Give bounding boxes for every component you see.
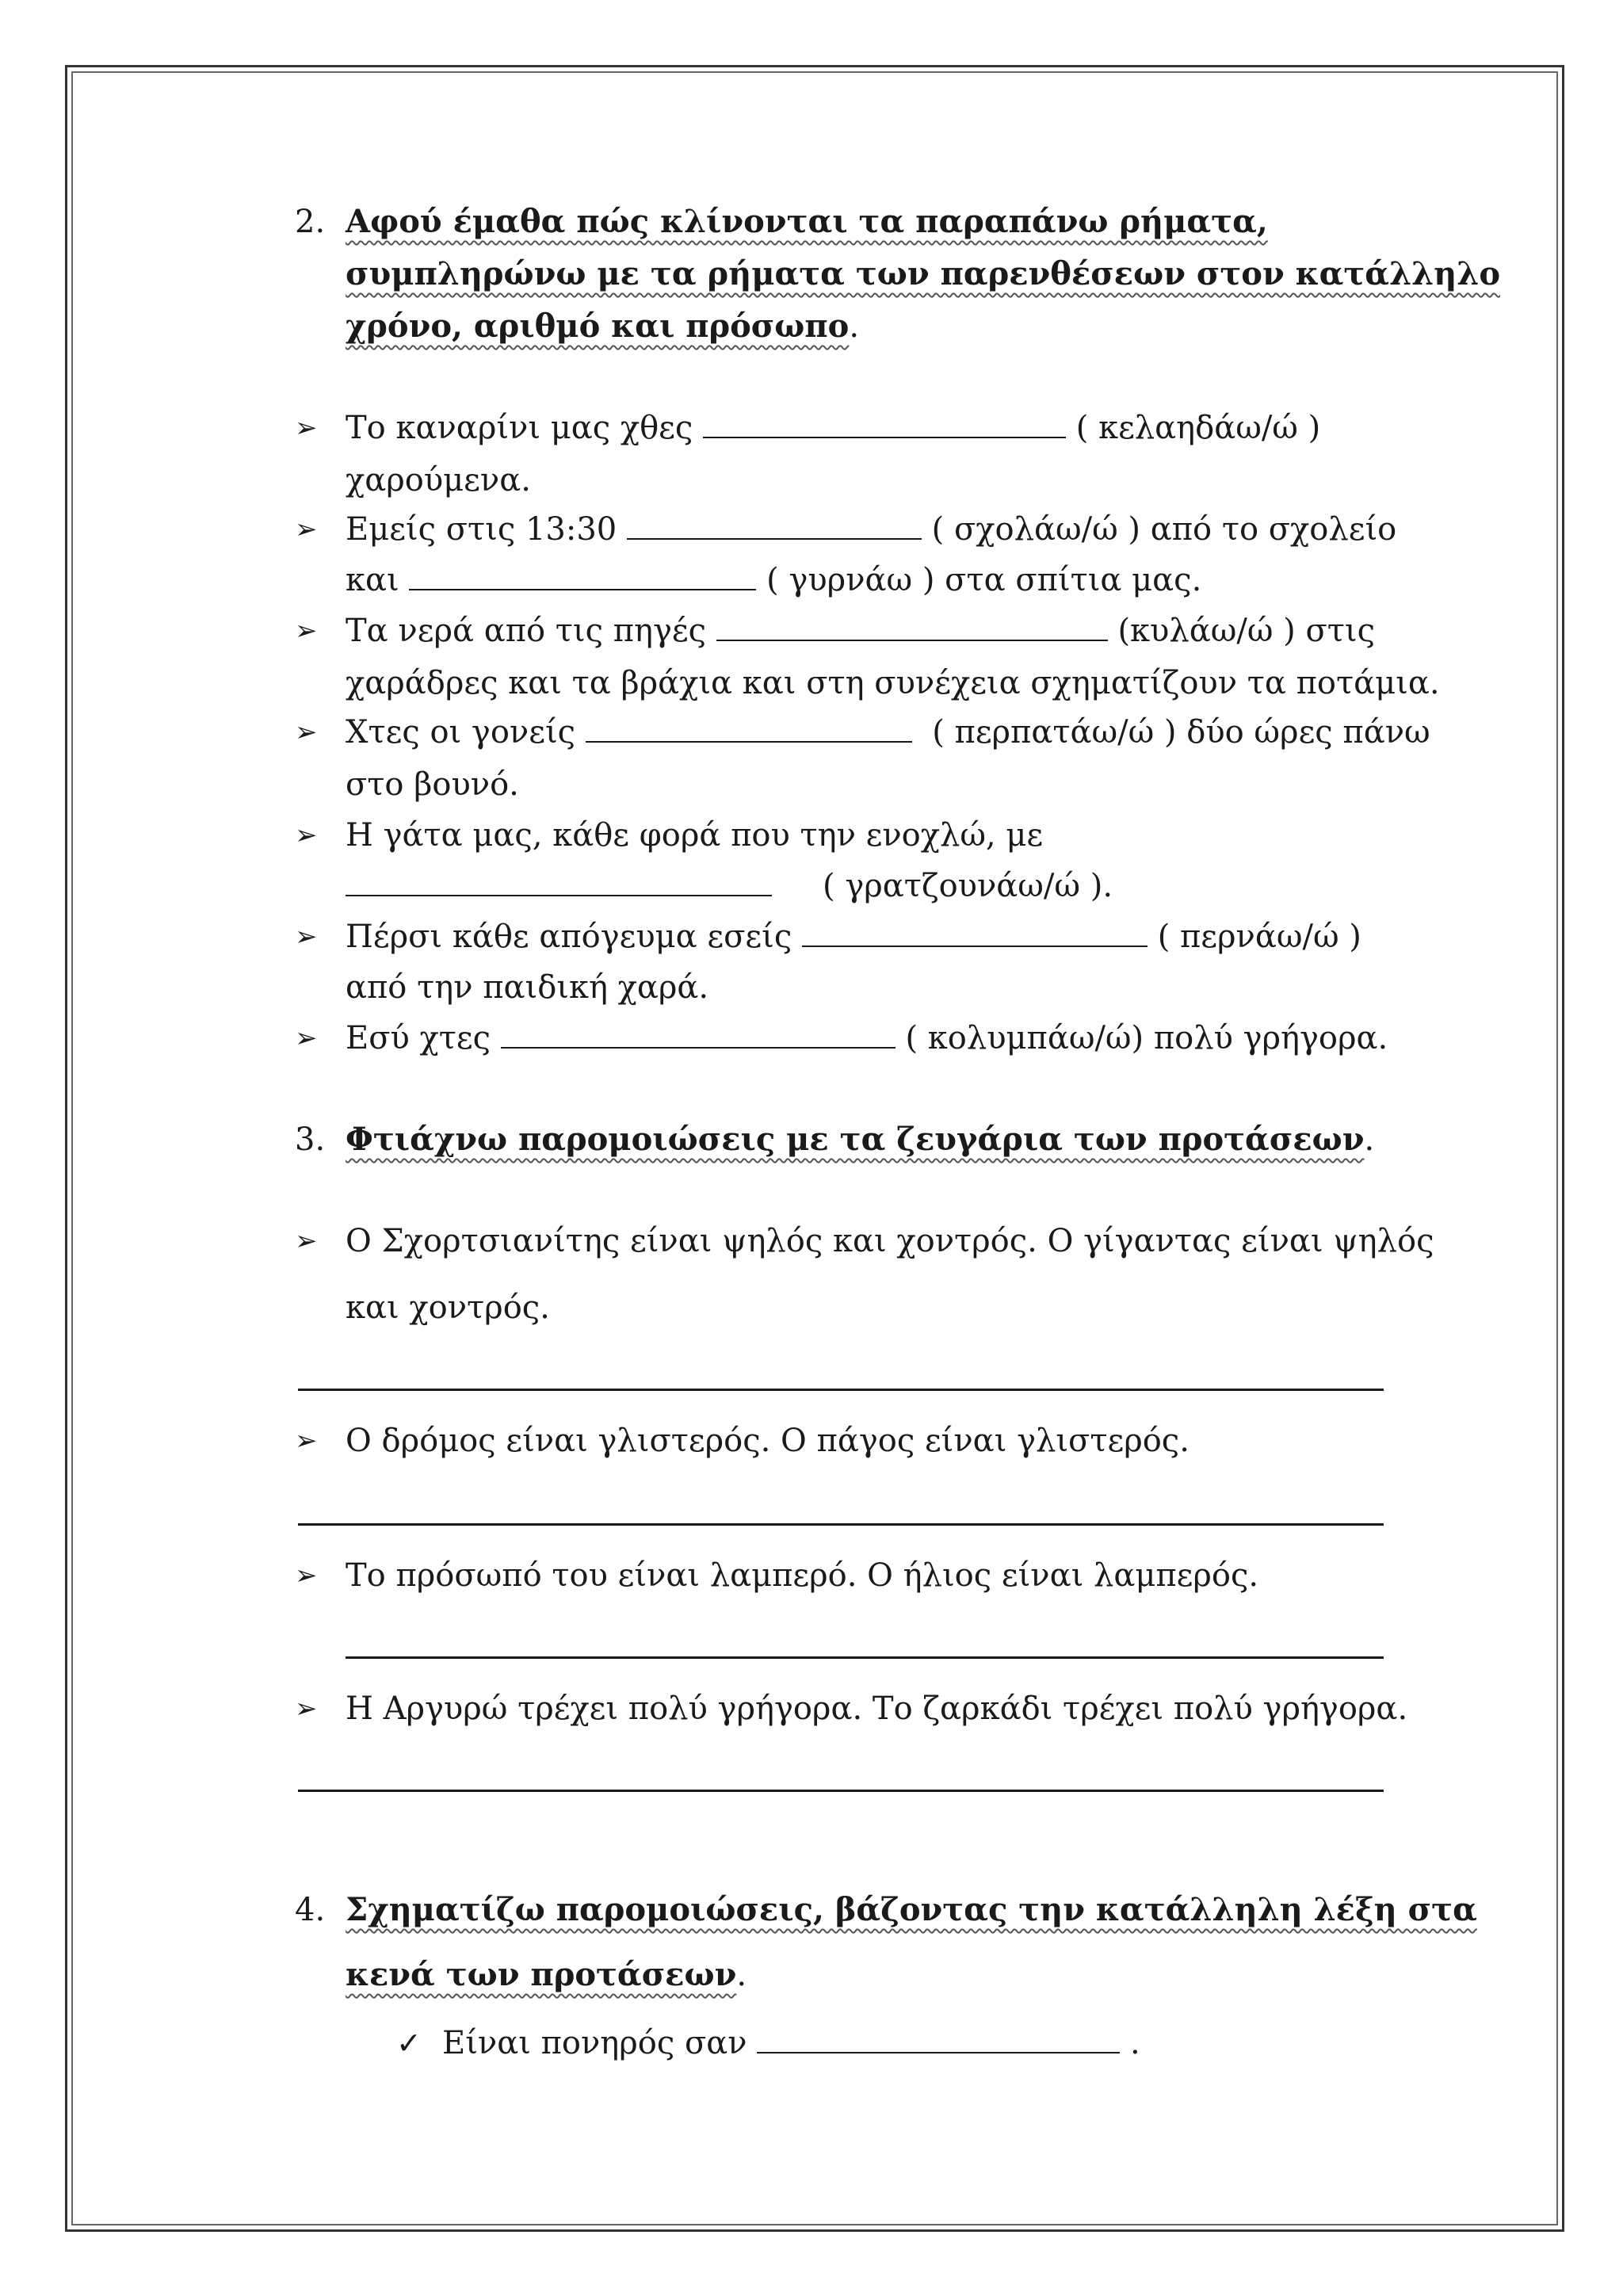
ex3-item-4-line-1: Η Αργυρώ τρέχει πολύ γρήγορα. Το ζαρκάδι τρέχει πολύ γρήγορα. bbox=[346, 1690, 1408, 1727]
answer-blank[interactable] bbox=[409, 559, 756, 590]
exercise-4-heading-line-2: κενά των προτάσεων. bbox=[346, 1956, 747, 1993]
ex2-item-4-line-1: Χτες οι γονείς ( περπατάω/ώ ) δύο ώρες πάνω bbox=[346, 707, 1430, 758]
answer-blank[interactable] bbox=[703, 407, 1066, 438]
ex3-item-1-line-1: Ο Σχορτσιανίτης είναι ψηλός και χοντρός. Ο γίγαντας είναι ψηλός bbox=[346, 1223, 1434, 1259]
exercise-3-number: 3. bbox=[295, 1121, 326, 1158]
ex3-item-1-line-2: και χοντρός. bbox=[346, 1289, 550, 1326]
answer-line[interactable] bbox=[346, 1656, 1384, 1659]
answer-blank[interactable] bbox=[627, 508, 922, 540]
arrow-bullet-icon: ➢ bbox=[295, 1560, 318, 1591]
exercise-2-number: 2. bbox=[295, 204, 326, 240]
arrow-bullet-icon: ➢ bbox=[295, 412, 318, 444]
exercise-2-heading-line-2: συμπληρώνω με τα ρήματα των παρενθέσεων στον κατάλληλο bbox=[346, 255, 1500, 292]
exercise-4-number: 4. bbox=[295, 1892, 326, 1928]
answer-line[interactable] bbox=[298, 1389, 1384, 1391]
ex2-item-6-line-2: από την παιδική χαρά. bbox=[346, 969, 709, 1006]
answer-blank[interactable] bbox=[501, 1017, 896, 1049]
ex2-item-3-line-2: χαράδρες και τα βράχια και στη συνέχεια σχηματίζουν τα ποτάμια. bbox=[346, 665, 1440, 701]
arrow-bullet-icon: ➢ bbox=[295, 1425, 318, 1457]
ex2-item-5-line-1: Η γάτα μας, κάθε φορά που την ενοχλώ, με bbox=[346, 817, 1044, 854]
answer-blank[interactable] bbox=[346, 865, 772, 896]
arrow-bullet-icon: ➢ bbox=[295, 514, 318, 545]
answer-line[interactable] bbox=[298, 1790, 1384, 1792]
ex3-item-3-line-1: Το πρόσωπό του είναι λαμπερό. Ο ήλιος είναι λαμπερός. bbox=[346, 1557, 1259, 1594]
answer-blank[interactable] bbox=[586, 711, 912, 743]
exercise-4-heading-line-1: Σχηματίζω παρομοιώσεις, βάζοντας την κατάλληλη λέξη στα bbox=[346, 1891, 1477, 1928]
checkmark-icon: ✓ bbox=[396, 2026, 422, 2061]
ex2-item-2-line-2: και ( γυρνάω ) στα σπίτια μας. bbox=[346, 555, 1201, 606]
ex2-item-1-line-2: χαρούμενα. bbox=[346, 462, 531, 499]
exercise-2-heading-line-1: Αφού έμαθα πώς κλίνονται τα παραπάνω ρήματα, bbox=[346, 203, 1268, 240]
answer-line[interactable] bbox=[298, 1523, 1384, 1526]
ex2-item-3-line-1: Τα νερά από τις πηγές (κυλάω/ώ ) στις bbox=[346, 606, 1375, 656]
ex2-item-6-line-1: Πέρσι κάθε απόγευμα εσείς ( περνάω/ώ ) bbox=[346, 911, 1361, 962]
arrow-bullet-icon: ➢ bbox=[295, 615, 318, 647]
answer-blank[interactable] bbox=[757, 2022, 1120, 2053]
arrow-bullet-icon: ➢ bbox=[295, 716, 318, 748]
arrow-bullet-icon: ➢ bbox=[295, 1022, 318, 1054]
arrow-bullet-icon: ➢ bbox=[295, 921, 318, 953]
arrow-bullet-icon: ➢ bbox=[295, 819, 318, 851]
ex2-item-1-line-1: Το καναρίνι μας χθες ( κελαηδάω/ώ ) bbox=[346, 403, 1320, 453]
answer-blank[interactable] bbox=[802, 915, 1148, 947]
answer-blank[interactable] bbox=[716, 609, 1108, 641]
ex2-item-2-line-1: Εμείς στις 13:30 ( σχολάω/ώ ) από το σχολείο bbox=[346, 504, 1396, 555]
ex2-item-5-line-2: ( γρατζουνάω/ώ ). bbox=[346, 861, 1113, 911]
ex3-item-2-line-1: Ο δρόμος είναι γλιστερός. Ο πάγος είναι γλιστερός. bbox=[346, 1423, 1190, 1459]
arrow-bullet-icon: ➢ bbox=[295, 1693, 318, 1725]
ex2-item-7-line-1: Εσύ χτες ( κολυμπάω/ώ) πολύ γρήγορα. bbox=[346, 1013, 1388, 1064]
exercise-3-heading: Φτιάχνω παρομοιώσεις με τα ζευγάρια των προτάσεων. bbox=[346, 1121, 1375, 1158]
arrow-bullet-icon: ➢ bbox=[295, 1225, 318, 1257]
exercise-2-heading-line-3: χρόνο, αριθμό και πρόσωπο. bbox=[346, 308, 860, 345]
ex4-item-1: Είναι πονηρός σαν . bbox=[442, 2018, 1140, 2069]
ex2-item-4-line-2: στο βουνό. bbox=[346, 766, 519, 803]
